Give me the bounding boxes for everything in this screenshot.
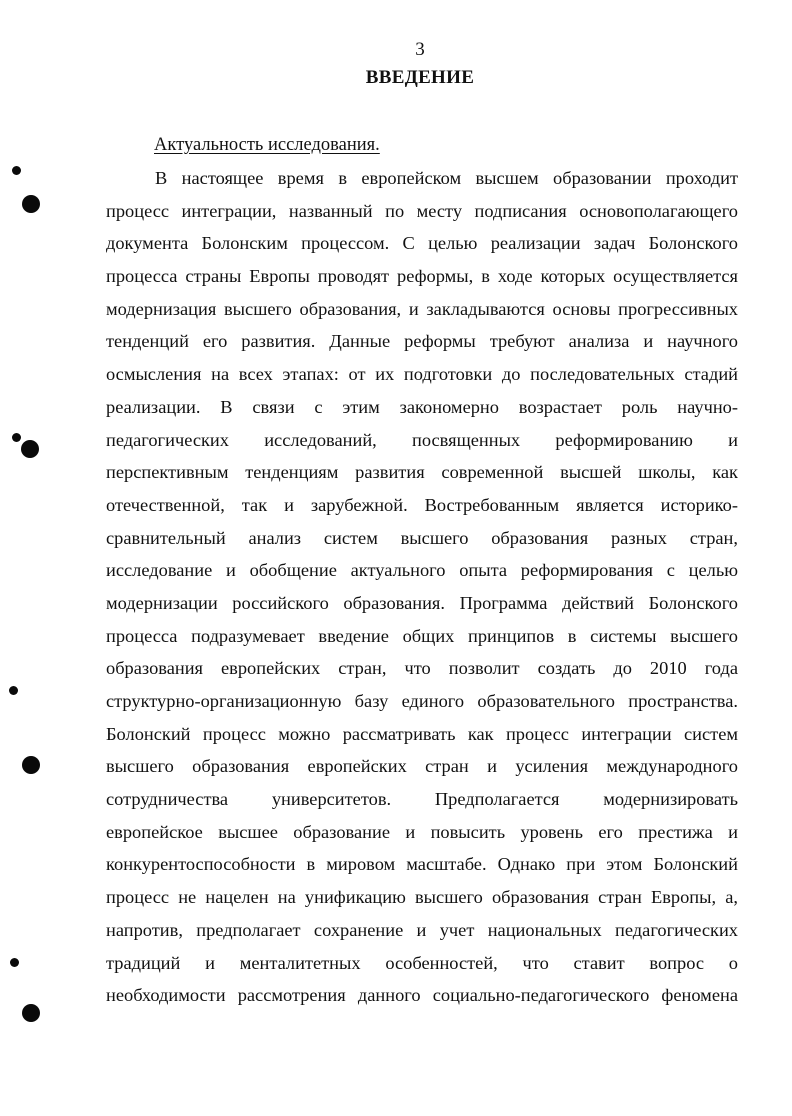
text-line: исследование и обобщение актуального опыта реформирования с целью: [106, 560, 738, 581]
page-title: ВВЕДЕНИЕ: [365, 67, 475, 88]
punch-hole: [22, 1004, 40, 1022]
text-line: реализации. В связи с этим закономерно возрастает роль научно-: [106, 396, 738, 417]
text-line: напротив, предполагает сохранение и учет национальных педагогических: [106, 919, 738, 940]
section-heading: Актуальность исследования.: [154, 135, 380, 155]
text-line: европейское высшее образование и повысить уровень его престижа и: [106, 821, 738, 842]
punch-hole-mark: [10, 958, 19, 967]
text-line: педагогических исследований, посвященных реформированию и: [106, 429, 738, 450]
punch-hole: [22, 756, 40, 774]
punch-hole-mark: [12, 166, 21, 175]
text-line: процесса подразумевает введение общих принципов в системы высшего: [106, 625, 738, 646]
text-line: конкурентоспособности в мировом масштабе. Однако при этом Болонский: [106, 854, 738, 875]
text-line: процесс не нацелен на унификацию высшего образования стран Европы, а,: [106, 887, 738, 908]
punch-hole: [22, 195, 40, 213]
page-number: 3: [415, 39, 425, 60]
text-line: осмысления на всех этапах: от их подготовки до последовательных стадий: [106, 364, 738, 385]
text-line: модернизация высшего образования, и закладываются основы прогрессивных: [106, 298, 738, 319]
punch-hole: [21, 440, 39, 458]
text-line: перспективным тенденциям развития современной высшей школы, как: [106, 462, 738, 483]
text-line: тенденций его развития. Данные реформы требуют анализа и научного: [106, 331, 738, 352]
text-line: процесс интеграции, названный по месту подписания основополагающего: [106, 200, 738, 221]
text-line: традиций и менталитетных особенностей, что ставит вопрос о: [106, 952, 738, 973]
text-line: необходимости рассмотрения данного социально-педагогического феномена: [106, 985, 738, 1006]
text-line: структурно-организационную базу единого образовательного пространства.: [106, 691, 738, 711]
text-line: сотрудничества университетов. Предполагается модернизировать: [106, 789, 738, 810]
text-line: документа Болонским процессом. С целью реализации задач Болонского: [106, 233, 738, 254]
text-line: процесса страны Европы проводят реформы, в ходе которых осуществляется: [106, 266, 738, 287]
text-line: образования европейских стран, что позволит создать до 2010 года: [106, 658, 738, 679]
body-text: [106, 162, 738, 1012]
text-line: сравнительный анализ систем высшего образования разных стран,: [106, 527, 738, 548]
text-line: В настоящее время в европейском высшем образовании проходит: [155, 168, 738, 188]
punch-hole-mark: [12, 433, 21, 442]
text-line: отечественной, так и зарубежной. Востребованным является историко-: [106, 494, 738, 515]
punch-hole-mark: [9, 686, 18, 695]
text-line: Болонский процесс можно рассматривать как процесс интеграции систем: [106, 723, 738, 744]
text-line: модернизации российского образования. Программа действий Болонского: [106, 592, 738, 613]
text-line: высшего образования европейских стран и усиления международного: [106, 756, 738, 777]
